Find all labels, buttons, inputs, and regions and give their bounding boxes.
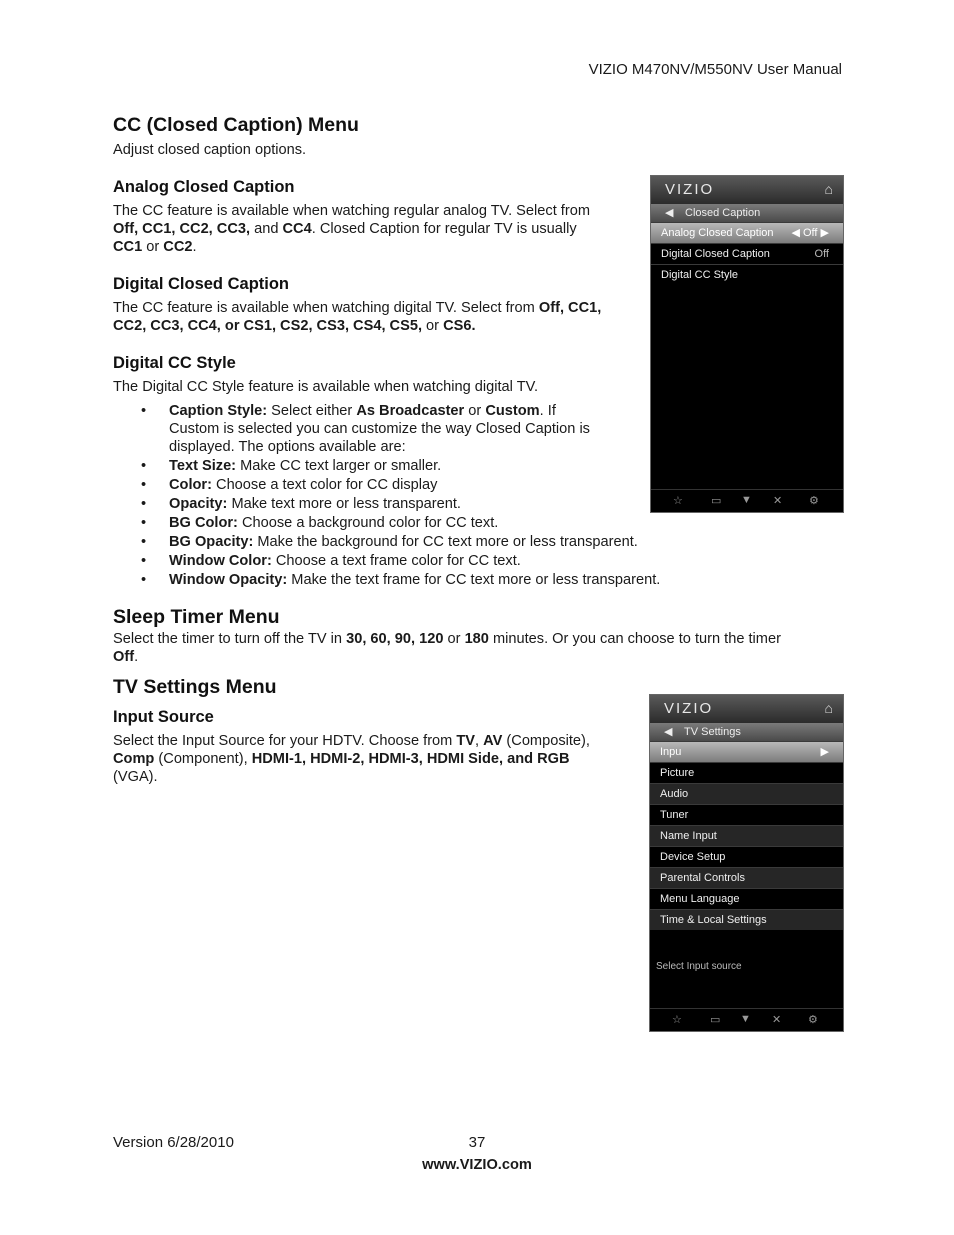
breadcrumb: ◀ TV Settings (650, 723, 843, 741)
back-arrow-icon: ◀ (665, 207, 674, 219)
menu-hint: Select Input source (656, 961, 742, 972)
close-icon: ✕ (772, 1014, 782, 1026)
digital-line-2: CC2, CC3, CC4, or CS1, CS2, CS3, CS4, CS5, or CS6. (113, 318, 476, 334)
menu-item-time-local-settings: Time & Local Settings (650, 909, 843, 930)
down-icon: ▼ (741, 494, 752, 506)
vizio-logo: VIZIO (665, 181, 715, 198)
menu-item-audio: Audio (650, 783, 843, 804)
menu-item-name-input: Name Input (650, 825, 843, 846)
caption-style-item: • Caption Style: Select either As Broadcaster or Custom. If Custom is selected you can customize the way Closed Caption is displayed. The options available are: (113, 402, 733, 456)
cc-menu-intro: Adjust closed caption options. (113, 142, 307, 158)
sleep-timer-paragraph: Select the timer to turn off the TV in 30, 60, 90, 120 or 180 minutes. Or you can choose to turn the timer Off. (113, 631, 781, 665)
input-source-heading: Input Source (113, 708, 214, 726)
page-number: 37 (468, 1134, 486, 1151)
version-text: Version 6/28/2010 (113, 1134, 234, 1151)
star-icon: ☆ (673, 495, 683, 507)
remote-button-bar (651, 489, 843, 512)
menu-item-input: Inpu ▶ (650, 741, 843, 762)
digital-cc-paragraph (113, 299, 643, 335)
vizio-logo: VIZIO (664, 700, 714, 717)
star-icon: ☆ (672, 1014, 682, 1026)
tv-settings-heading: TV Settings Menu (113, 676, 277, 698)
analog-line-1: The CC feature is available when watching regular analog TV. Select from (113, 203, 590, 219)
manual-title: VIZIO M470NV/M550NV User Manual (588, 61, 842, 78)
back-arrow-icon: ◀ (664, 726, 673, 738)
cc-menu-heading: CC (Closed Caption) Menu (113, 114, 359, 136)
menu-item-picture: Picture (650, 762, 843, 783)
list-item: • BG Color: Choose a background color for CC text. (113, 514, 733, 532)
home-icon: ⌂ (824, 181, 833, 197)
list-item: • BG Opacity: Make the background for CC text more or less transparent. (113, 533, 733, 551)
tv-screen-tv-settings (649, 694, 844, 1032)
list-item: • Text Size: Make CC text larger or smaller. (113, 457, 733, 475)
cc-style-list (113, 402, 733, 590)
menu-item-device-setup: Device Setup (650, 846, 843, 867)
cc-icon: ▭ (710, 1014, 721, 1026)
gear-icon: ⚙ (809, 495, 819, 507)
down-icon: ▼ (740, 1013, 751, 1025)
list-item: • Color: Choose a text color for CC display (113, 476, 733, 494)
breadcrumb: ◀ Closed Caption (651, 204, 843, 222)
home-icon: ⌂ (824, 700, 833, 716)
menu-item-tuner: Tuner (650, 804, 843, 825)
analog-line-3: CC1 or CC2. (113, 239, 197, 255)
analog-cc-paragraph (113, 202, 633, 256)
remote-button-bar (650, 1008, 843, 1031)
digital-cc-style-heading: Digital CC Style (113, 354, 236, 372)
tv-screen-closed-caption (650, 175, 844, 513)
list-item: • Window Opacity: Make the text frame for CC text more or less transparent. (113, 571, 733, 589)
menu-item-menu-language: Menu Language (650, 888, 843, 909)
digital-cc-heading: Digital Closed Caption (113, 275, 290, 293)
list-item: • Window Color: Choose a text frame color for CC text. (113, 552, 733, 570)
menu-item-digital-closed-caption: Digital Closed Caption Off (651, 243, 843, 264)
input-source-paragraph: Select the Input Source for your HDTV. Choose from TV, AV (Composite), Comp (Component), HDMI-1, HDMI-2, HDMI-3, HDMI Side, and RGB (VGA). (113, 733, 590, 785)
menu-item-analog-closed-caption: Analog Closed Caption ◀ Off ▶ (651, 222, 843, 243)
sleep-timer-heading: Sleep Timer Menu (113, 606, 280, 628)
menu-item-digital-cc-style: Digital CC Style (651, 264, 843, 285)
gear-icon: ⚙ (808, 1014, 818, 1026)
digital-line-1: The CC feature is available when watching digital TV. Select from Off, CC1, (113, 300, 602, 316)
analog-cc-heading: Analog Closed Caption (113, 178, 295, 196)
menu-item-parental-controls: Parental Controls (650, 867, 843, 888)
close-icon: ✕ (773, 495, 783, 507)
digital-cc-style-intro: The Digital CC Style feature is available when watching digital TV. (113, 379, 539, 395)
list-item: • Opacity: Make text more or less transparent. (113, 495, 733, 513)
cc-icon: ▭ (711, 495, 722, 507)
website-link[interactable]: www.VIZIO.com (422, 1157, 532, 1173)
analog-line-2: Off, CC1, CC2, CC3, and CC4. Closed Caption for regular TV is usually (113, 221, 577, 237)
